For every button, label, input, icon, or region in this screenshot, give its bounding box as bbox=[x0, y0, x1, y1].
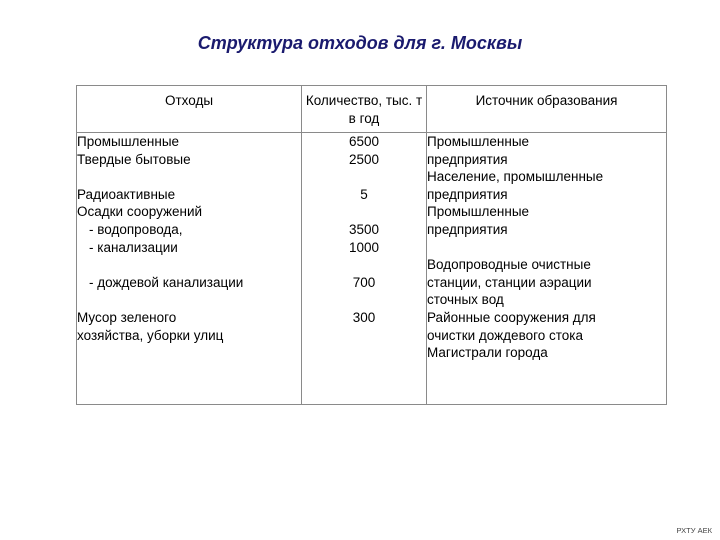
source-line: очистки дождевого стока bbox=[427, 327, 583, 343]
quantity-value bbox=[302, 256, 426, 274]
waste-line: хозяйства, уборки улиц bbox=[77, 327, 224, 343]
waste-line: - водопровода, bbox=[89, 221, 183, 237]
waste-line: Мусор зеленого bbox=[77, 309, 177, 325]
source-line: Промышленные bbox=[427, 204, 530, 220]
waste-types-cell bbox=[77, 133, 302, 405]
waste-line: Радиоактивные bbox=[77, 186, 176, 202]
quantity-value: 300 bbox=[352, 309, 376, 325]
header-quantity: Количество, тыс. т в год bbox=[302, 86, 427, 133]
quantity-value: 1000 bbox=[348, 239, 380, 255]
source-line: Магистрали города bbox=[427, 345, 548, 361]
quantity-value: 5 bbox=[360, 186, 368, 202]
table-header-row bbox=[77, 86, 667, 133]
source-line: предприятия bbox=[427, 151, 508, 167]
waste-line: Промышленные bbox=[77, 134, 180, 149]
quantity-value bbox=[302, 203, 426, 221]
quantity-cell bbox=[302, 133, 427, 405]
waste-structure-table bbox=[76, 85, 667, 405]
waste-line bbox=[77, 256, 301, 274]
source-line: Районные сооружения для bbox=[427, 309, 596, 325]
quantity-value bbox=[302, 327, 426, 345]
source-line: Население, промышленные bbox=[427, 169, 604, 185]
slide-title-text: Структура отходов для г. Москвы bbox=[197, 33, 523, 53]
source-line: сточных вод bbox=[427, 292, 504, 308]
waste-line: Осадки сооружений bbox=[77, 204, 203, 220]
source-line: предприятия bbox=[427, 221, 508, 237]
quantity-value: 700 bbox=[352, 274, 376, 290]
footer-mark: РХТУ АЕК bbox=[676, 526, 712, 535]
source-cell bbox=[427, 133, 667, 405]
quantity-value bbox=[302, 291, 426, 309]
quantity-value: 3500 bbox=[348, 221, 380, 237]
table-body-row bbox=[77, 133, 667, 405]
source-line: Промышленные bbox=[427, 134, 530, 149]
source-line: предприятия bbox=[427, 186, 508, 202]
header-waste: Отходы bbox=[77, 86, 302, 133]
source-line bbox=[427, 239, 666, 257]
quantity-value bbox=[302, 168, 426, 186]
quantity-value: 2500 bbox=[348, 151, 380, 167]
source-line: Водопроводные очистные bbox=[427, 257, 591, 273]
header-source: Источник образования bbox=[427, 86, 667, 133]
waste-line: Твердые бытовые bbox=[77, 151, 191, 167]
waste-line: - канализации bbox=[89, 239, 178, 255]
slide-title bbox=[0, 33, 720, 54]
waste-line: - дождевой канализации bbox=[89, 274, 244, 290]
waste-line bbox=[77, 168, 301, 186]
waste-line bbox=[77, 291, 301, 309]
quantity-value: 6500 bbox=[348, 134, 380, 149]
source-line: станции, станции аэрации bbox=[427, 274, 592, 290]
